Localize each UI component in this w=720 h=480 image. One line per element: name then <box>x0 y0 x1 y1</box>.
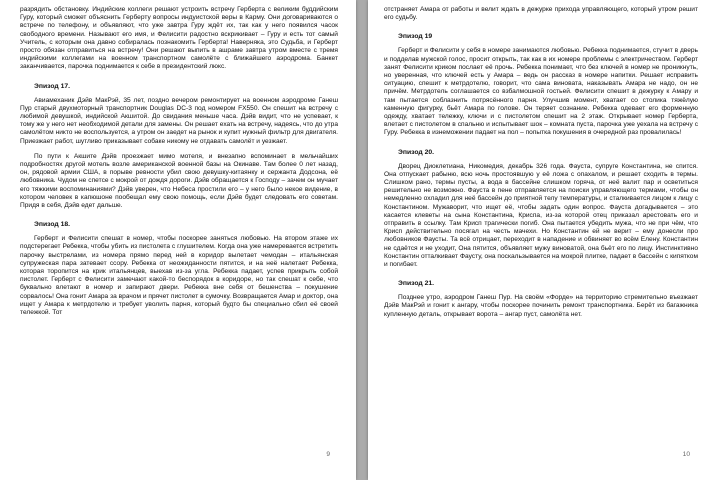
episode-17-paragraph-1: Авиамеханик Дэйв МакРэй, 35 лет, поздно вечером ремонтирует на военном аэродроме Ганеш Пур старый двухмоторный транспортник Douglas DC-3 под номером FX550. Он спешит на встречу с любимой девушкой, индийской Акшитой. До свидания меньше часа. Дэйв видит, что не успевает, к тому же у него нет необходимой детали для замены. Он решает ехать на встречу, надеясь, что до утра самолётом никто не воспользуется, а утром он заедет на рынок и купит нужный фильтр для двигателя. Приезжает работ, шутливо приказывает собаке никому не отдавать самолёт и уезжает. <box>20 96 338 145</box>
episode-19-heading: Эпизод 19 <box>398 33 433 41</box>
document-page-left <box>0 0 356 480</box>
paragraph-continuation: отстраняет Амара от работы и велит ждать в дежурке прихода управляющего, который утром решит его судьбу. <box>384 6 698 22</box>
episode-20-paragraph-1: Дворец Диоклетиана, Никомедия, декабрь 326 года. Фауста, супруге Константина, не спится. Она отпускает рабыню, всю ночь простоявшую у её ложа с опахалом, и решает сходить в термы. Слишком рано, термы пусты, а вода в бассейне слишком горяча, от неё валит пар и осветиться решительно не возможно. Фауста в пене отправляется на поиски управляющего термами, чтобы он немедленно охладил для неё бассейн до приятной телу температуры, и сталкивается лицом к лицу с Константином. Мужаворит, что ищет её, чтобы задать один вопрос. Фауста догадывается – это касается клеветы на сына Константина, Криспа, из-за которой отец приказал арестовать его и отправить в ссылку. Там Крисп трагически погиб. Она пытается убедить мужа, что не при чём, что Крисп действительно посягал на честь мачехи. Но Константин ей не верит – ему донесли про любовников Фаусты. Та всё отрицает, переходит в нападение и обвиняет во всём Елену. Константин не сдаётся и не уходит, Она пятится, объявляет мужу виноватой, она бьёт его по лицу. Инстинктивно Константин отталкивает Фаусту, она поскальзывается на мокрой плитке, падает в бассейн с кипятком и погибает. <box>384 162 698 269</box>
episode-17-heading: Эпизод 17. <box>34 82 71 90</box>
paragraph-continuation: разрядить обстановку. Индийские коллеги решают устроить встречу Герберта с великим буддийским Гуру, который сможет объяснить Герберту вопросы индуистской веры в Карму. Они договариваются о встрече по телефону, и объявляют, что уже завтра Гуру ждёт их, так как у него появился часок свободного времени. Называют его имя, и Фелисити радостно вскрикивает – Гуру и есть тот самый Учитель, с которым она давно собиралась познакомить Герберта! Наверняка, это Судьба, и Герберт просто обязан отправиться на встречу! Они решают выпить в ашраме завтра утром вместе с тремя индийскими коллегами на военном транспортном самолёте с ближайшего аэродрома. Банкет заканчивается, парочка поднимается к себе в президентский люкс. <box>20 6 338 71</box>
document-page-right <box>368 0 720 480</box>
episode-21-paragraph-1: Позднее утро, аэродром Ганеш Пур. На своём «Форде» на территорию стремительно въезжает Дэйв МакРэй и гонит к ангару, чтобы поскорее починить ремонт транспортника. Берёт из багажника купленную деталь, открывает ворота – ангар пуст, самолёта нет. <box>384 294 698 318</box>
episode-18-paragraph-1: Герберт и Фелисити спешат в номер, чтобы поскорее заняться любовью. На втором этаже их подстерегает Ребекка, чтобы убить из пистолета с глушителем. Когда она уже намеревается встретить парочку выстрелами, из номера прямо перед ней в коридор вылетает чемодан – итальянская супружеская пара затевает ссору. Ребекка от неожиданности пятится, и на неё налетает Ребекка, которая торопится на крик итальянцев, выехав из-за угла. Ребекка падает, успев прикрыть собой пистолет. Герберт с Фелисити замечают какой-то беспорядок в коридоре, но так спешат к себе, что буквально влетают в номер и запирают двери. Ребекка вне себя от бешенства – покушение сорвалось! Она гонит Амара за врачом и прячет пистолет в сумочку. Возвращается Амар и доктор, она ищет у Амара к метрдотелю и требует уволить парня, который будто бы специально сбил её своей тележкой. Тот <box>20 235 338 317</box>
page-number: 10 <box>682 451 690 458</box>
episode-21-heading: Эпизод 21. <box>398 280 435 288</box>
episode-19-paragraph-1: Герберт и Фелисити у себя в номере занимаются любовью. Ребекка поднимается, стучит в дверь и подделав мужской голос, просит открыть, так как в их номере проблемы с электричеством. Герберт занят Фелисити криком послает её прочь. Ребекка понимает, что без ключей в номер не проникнуть, но уверенная, что ключей есть у Амара – ведь он рассказ в номере напитки. Решает исправить ситуацию, спешит к метрдотелю, говорит, что сама виновата, наказывать Амара не надо, он не причём. Метрдотель соглашается со взбалмошной гостьей. Фелисити спешит в дежурку к Амару и там пытается соблазнить потрясённого парня. Улучшив момент, хватает со столика тяжёлую каменную фигурку, бьёт Амара по голове. Он теряет сознание. Ребекка одевает его форменную одежду, хватает тележку, ключи и с пистолетом спешит на 2 этаж. Открывает номер Герберта, влетает с пистолетом в спальню и испытывает шок – комната пуста, парочка уже уехала на встречу с Гуру. Ребекка в изнеможении падает на пол – попытка покушения в очередной раз провалилась! <box>384 47 698 137</box>
episode-17-paragraph-2: По пути к Акшите Дэйв проезжает мимо мотеля, и внезапно вспоминает в мельчайших подробностях другой мотель возле американской военной базы на Окинаве. Там более 0 лет назад, он, рядовой армии США, в порыве ревности убил свою девушку-китаянку и сержанта Додсона, её любовника. Чудом не спетсе с мокрой от дождя дороги. Дэйв обращается к Господу – зачем он мучает его тяжкими воспоминаниями? Дэйв уверен, что Небеса простили его – у него было некое видение, в котором человек в капюшоне пообещал ему свою помощь, если Дэйв будет следовать его советам. Придя в себя, Дэйв едет дальше. <box>20 152 338 210</box>
page-number: 9 <box>326 451 330 458</box>
episode-20-heading: Эпизод 20. <box>398 148 435 156</box>
episode-18-heading: Эпизод 18. <box>34 221 71 229</box>
